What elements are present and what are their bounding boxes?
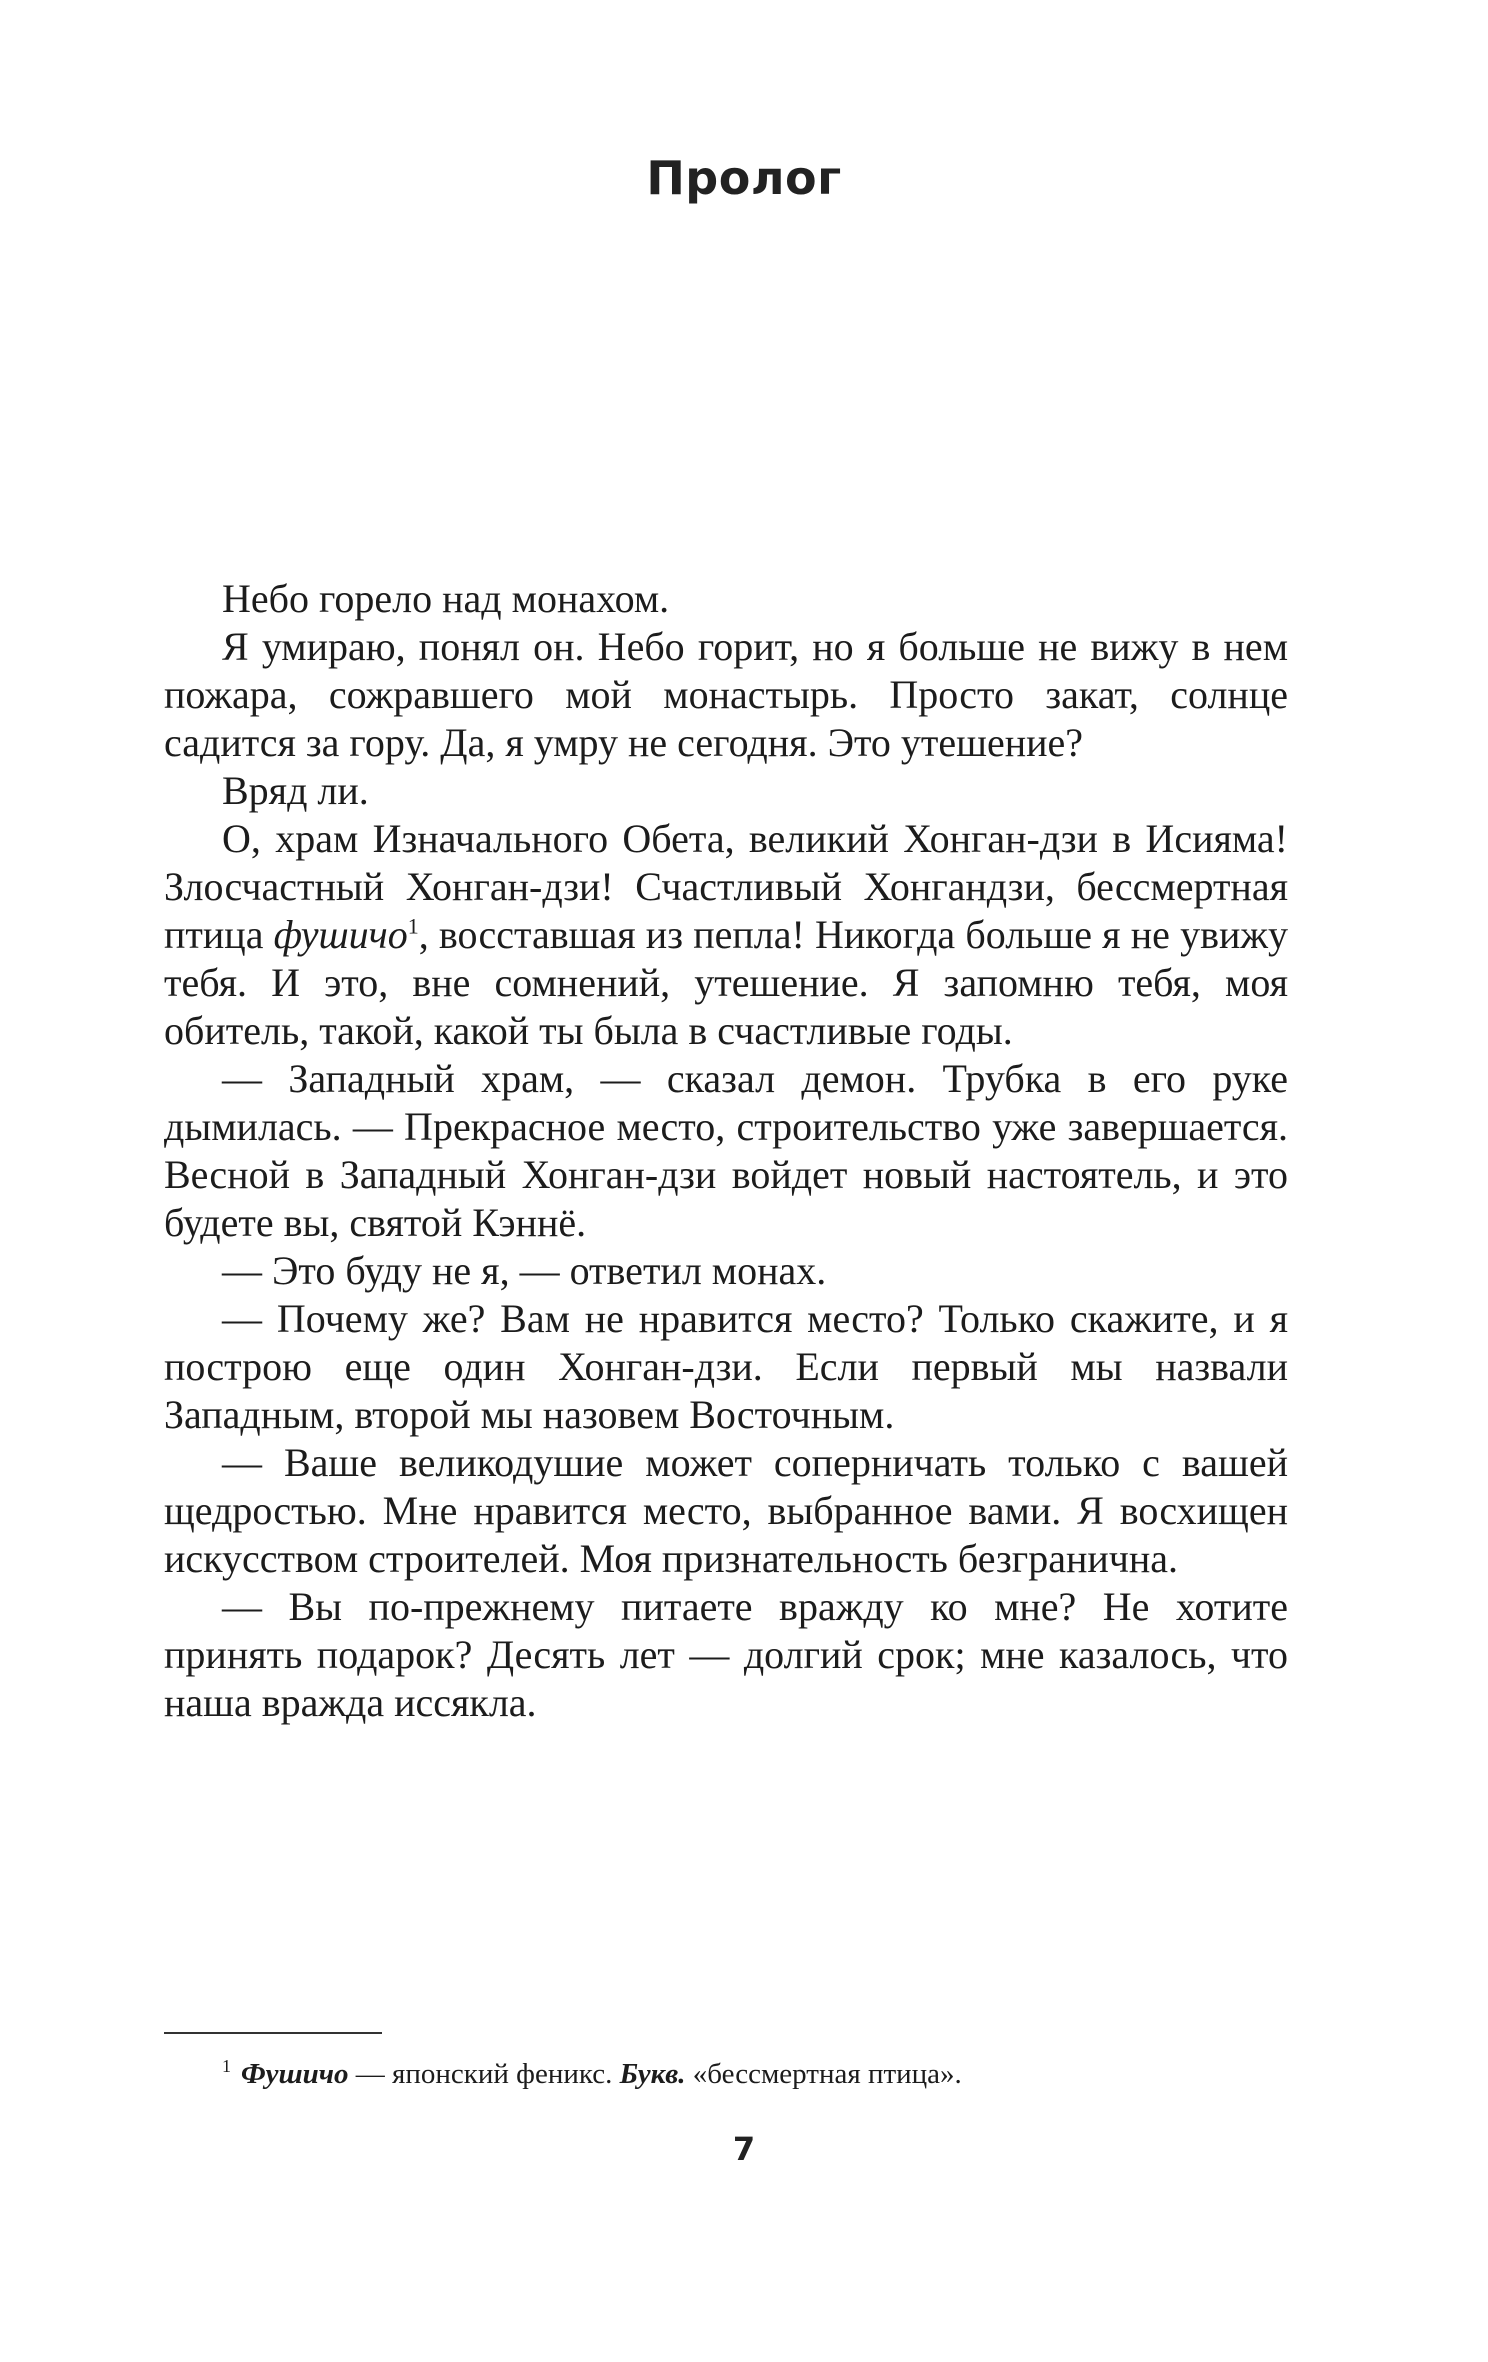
footnote <box>222 2056 1288 2092</box>
footnote-text: «бессмертная птица». <box>685 2058 962 2090</box>
paragraph-with-footnote-ref <box>164 815 1288 1055</box>
paragraph: — Вы по-прежнему питаете вражду ко мне? Не хотите принять подарок? Десять лет — долгий срок; мне казалось, что наша вражда иссякла. <box>164 1584 1288 1725</box>
page-number: 7 <box>732 2130 756 2168</box>
footnote-abbreviation: Букв. <box>619 2058 686 2090</box>
term-italic: фушичо <box>273 912 408 957</box>
paragraph: Я умираю, понял он. Небо горит, но я больше не вижу в нем пожара, сожравшего мой монастырь. Просто закат, солнце садится за гору. Да, я умру не сегодня. Это утешение? <box>164 624 1288 765</box>
footnote-divider <box>164 2032 382 2034</box>
paragraph: — Западный храм, — сказал демон. Трубка в его руке дымилась. — Прекрасное место, строительство уже завершается. Весной в Западный Хонган-дзи войдет новый настоятель, и это будете вы, святой Кэннё. <box>164 1056 1288 1245</box>
paragraph: — Это буду не я, — ответил монах. <box>222 1248 827 1293</box>
paragraph-text-after: , восставшая из пепла! Никогда больше я не увижу тебя. И это, вне сомнений, утешение. Я запомню тебя, моя обитель, такой, какой ты была в счастливые годы. <box>164 912 1288 1053</box>
footnote-dash-text: — японский феникс. <box>348 2058 620 2090</box>
paragraph: Небо горело над монахом. <box>222 576 670 621</box>
paragraph: — Почему же? Вам не нравится место? Только скажите, и я построю еще один Хонган-дзи. Если первый мы назвали Западным, второй мы назовем Восточным. <box>164 1296 1288 1437</box>
body-text <box>164 575 1288 1727</box>
footnote-term: Фушичо <box>241 2058 349 2090</box>
footnote-number: 1 <box>222 2056 231 2077</box>
chapter-title: Пролог <box>646 150 842 205</box>
paragraph: Вряд ли. <box>222 768 369 813</box>
paragraph-text-before: О, храм Изначального Обета, великий Хонган-дзи в Исияма! Злосчастный Хонган-дзи! Счастливый Хонгандзи, бессмертная птица <box>164 816 1288 957</box>
footnote-ref: 1 <box>407 913 419 939</box>
paragraph: — Ваше великодушие может соперничать только с вашей щедростью. Мне нравится место, выбранное вами. Я восхищен искусством строителей. Моя признательность безгранична. <box>164 1440 1288 1581</box>
